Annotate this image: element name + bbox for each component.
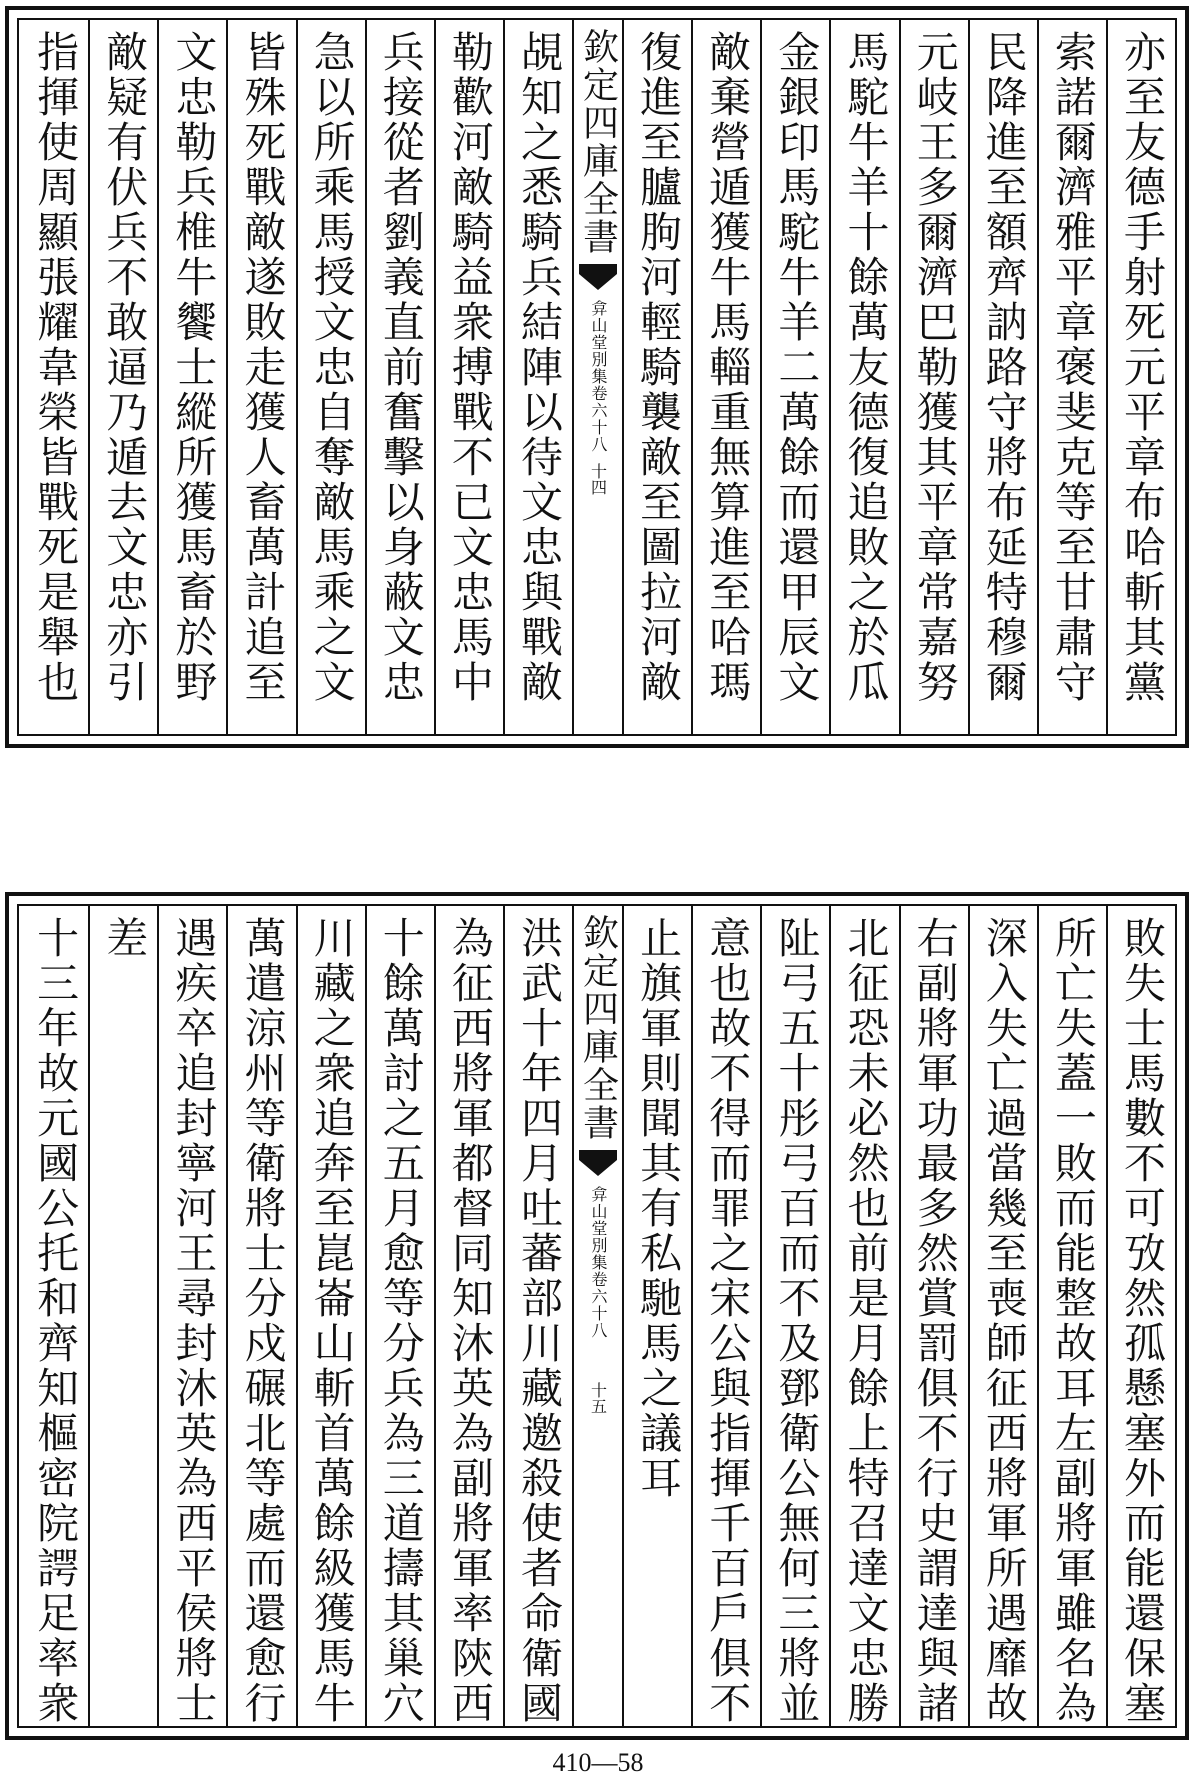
text-column: 元岐王多爾濟巴勒獲其平章常嘉努 [899, 20, 968, 734]
page-top [5, 6, 1189, 748]
text-column: 敗失士馬數不可攷然孤懸塞外而能還保塞 [1106, 906, 1175, 1726]
text-column: 阯弓五十彤弓百而不及鄧衛公無何三將並 [760, 906, 829, 1726]
book-series-title: 欽定四庫全書 [577, 28, 619, 256]
text-column: 萬遣涼州等衛將士分戍碾北等處而還愈行 [226, 906, 295, 1726]
center-fold [572, 20, 622, 734]
text-column: 十餘萬討之五月愈等分兵為三道擣其巢穴 [365, 906, 434, 1726]
text-column: 遇疾卒追封寧河王尋封沐英為西平侯將士 [157, 906, 226, 1726]
text-column: 金銀印馬駝牛羊二萬餘而還甲辰文 [760, 20, 829, 734]
text-column: 亦至友德手射死元平章布哈斬其黨 [1106, 20, 1175, 734]
text-column: 為征西將軍都督同知沐英為副將軍率陝西 [434, 906, 503, 1726]
text-column: 敵疑有伏兵不敢逼乃遁去文忠亦引 [88, 20, 157, 734]
fish-tail-mark-icon [579, 1150, 617, 1178]
text-column: 急以所乘馬授文忠自奪敵馬乘之文 [296, 20, 365, 734]
text-column: 洪武十年四月吐蕃部川藏邀殺使者命衛國 [503, 906, 572, 1726]
book-series-title: 欽定四庫全書 [577, 914, 619, 1142]
text-column: 勒歡河敵騎益衆搏戰不已文忠馬中 [434, 20, 503, 734]
page-number: 410—58 [552, 1748, 644, 1777]
text-column: 深入失亡過當幾至喪師征西將軍所遇靡故 [968, 906, 1037, 1726]
text-column: 民降進至額齊訥路守將布延特穆爾 [968, 20, 1037, 734]
text-column: 馬駝牛羊十餘萬友德復追敗之於瓜 [829, 20, 898, 734]
text-column: 意也故不得而罪之宋公與指揮千百戶俱不 [691, 906, 760, 1726]
book-title: 弇山堂別集 [589, 300, 608, 385]
page-bottom [5, 892, 1189, 1740]
folio-number: 十五 [588, 1381, 608, 1414]
text-column: 所亡失蓋一敗而能整故耳左副將軍雖名為 [1037, 906, 1106, 1726]
book-title: 弇山堂別集 [589, 1186, 608, 1271]
text-column: 止旗軍則聞其有私馳馬之議耳 [622, 906, 691, 1726]
text-column: 差 [88, 906, 157, 1726]
page-top-frame [17, 18, 1177, 736]
page-bottom-frame [17, 904, 1177, 1728]
text-column: 覘知之悉騎兵結陣以待文忠與戰敵 [503, 20, 572, 734]
text-column: 兵接從者劉義直前奮擊以身蔽文忠 [365, 20, 434, 734]
folio-number: 十四 [588, 462, 608, 495]
volume-label: 卷六十八 [589, 385, 608, 453]
text-column: 復進至臚朐河輕騎襲敵至圖拉河敵 [622, 20, 691, 734]
text-column: 指揮使周顯張耀韋榮皆戰死是舉也 [31, 30, 81, 705]
text-column: 皆殊死戰敵遂敗走獲人畜萬計追至 [226, 20, 295, 734]
center-fold [572, 906, 622, 1726]
text-column: 十三年故元國公托和齊知樞密院諤足率衆 [31, 916, 81, 1726]
text-column: 索諾爾濟雅平章褒斐克等至甘肅守 [1037, 20, 1106, 734]
text-column: 敵棄營遁獲牛馬輜重無算進至哈瑪 [691, 20, 760, 734]
text-column: 北征恐未必然也前是月餘上特召達文忠勝 [829, 906, 898, 1726]
text-column: 川藏之衆追奔至崑崙山斬首萬餘級獲馬牛 [296, 906, 365, 1726]
fish-tail-mark-icon [579, 264, 617, 292]
text-column: 文忠勒兵椎牛饗士縱所獲馬畜於野 [157, 20, 226, 734]
text-column: 右副將軍功最多然賞罰俱不行史謂達與諸 [899, 906, 968, 1726]
volume-label: 卷六十八 [589, 1271, 608, 1339]
